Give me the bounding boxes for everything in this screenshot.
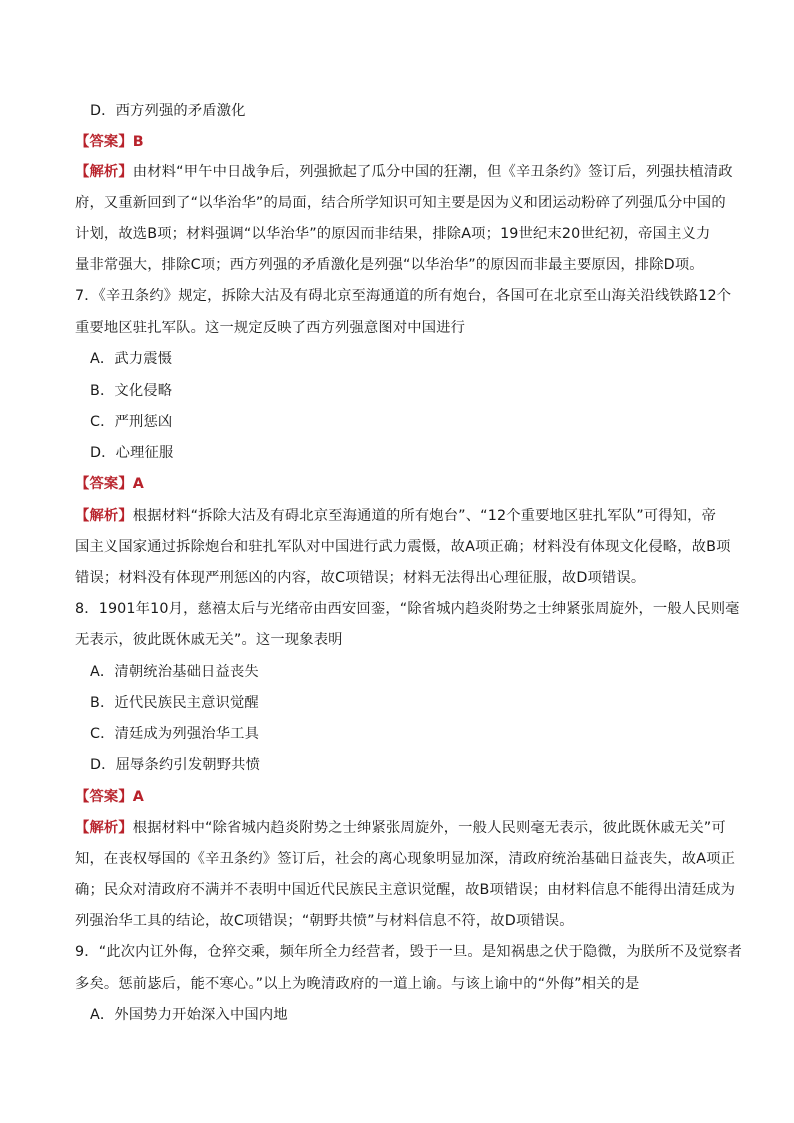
q8-analysis-line (75, 818, 725, 838)
q6-analysis-line: 府，又重新回到了“以华治华”的局面，结合所学知识可知主要是因为义和团运动粉碎了列强瓜分中国的 (75, 195, 726, 211)
q9-stem-line: 9．“此次内讧外侮，仓猝交乘，频年所全力经营者，毁于一旦。是知祸患之伏于隐微，为朕所不及觉察者 (75, 944, 742, 960)
q8-stem-line: 8．1901年10月，慈禧太后与光绪帝由西安回銮，“除省城内趋炎附势之士绅紧张周旋外，一般人民则毫 (75, 601, 740, 617)
q8-stem-line: 无表示，彼此既休戚无关”。这一现象表明 (75, 632, 343, 648)
analysis-tag: 【解析】 (75, 820, 133, 836)
q7-option-d: D．心理征服 (90, 445, 174, 461)
q6-option-d: D．西方列强的矛盾激化 (90, 103, 246, 119)
q7-analysis-line (75, 506, 725, 526)
q7-option-c: C．严刑惩凶 (90, 414, 173, 430)
q7-answer (75, 474, 725, 494)
analysis-tag: 【解析】 (75, 508, 133, 524)
q6-answer (75, 132, 725, 152)
q6-analysis-line: 量非常强大，排除C项；西方列强的矛盾激化是列强“以华治华”的原因而非最主要原因，排除D项。 (75, 257, 704, 273)
q7-stem-line: 重要地区驻扎军队。这一规定反映了西方列强意图对中国进行 (75, 320, 466, 336)
q6-analysis-line (75, 162, 733, 182)
answer-tag: 【答案】 (75, 134, 133, 150)
q6-analysis-line: 计划，故选B项；材料强调“以华治华”的原因而非结果，排除A项；19世纪末20世纪初，帝国主义力 (75, 226, 711, 242)
q8-analysis-line: 知，在丧权辱国的《辛丑条约》签订后，社会的离心现象明显加深，清政府统治基础日益丧失，故A项正 (75, 851, 736, 867)
q8-option-c: C．清廷成为列强治华工具 (90, 726, 260, 742)
q8-analysis-line: 确；民众对清政府不满并不表明中国近代民族民主意识觉醒，故B项错误；由材料信息不能得出清廷成为 (75, 882, 736, 898)
q7-stem-line: 7．《辛丑条约》规定，拆除大沽及有碍北京至海通道的所有炮台，各国可在北京至山海关沿线铁路12个 (75, 288, 732, 304)
analysis-text: 根据材料“拆除大沽及有碍北京至海通道的所有炮台”、“12个重要地区驻扎军队”可得知，帝 (132, 508, 717, 524)
q8-option-a: A．清朝统治基础日益丧失 (90, 664, 259, 680)
q9-option-a: A．外国势力开始深入中国内地 (90, 1007, 288, 1023)
q8-option-b: B．近代民族民主意识觉醒 (90, 695, 259, 711)
q7-analysis-line: 错误；材料没有体现严刑惩凶的内容，故C项错误；材料无法得出心理征服，故D项错误。 (75, 570, 646, 586)
q8-analysis-line: 列强治华工具的结论，故C项错误；“朝野共愤”与材料信息不符，故D项错误。 (75, 913, 574, 929)
q8-answer (75, 787, 725, 807)
answer-value: A (132, 789, 145, 805)
answer-tag: 【答案】 (75, 476, 133, 492)
q8-option-d: D．屈辱条约引发朝野共愤 (90, 757, 261, 773)
q7-analysis-line: 国主义国家通过拆除炮台和驻扎军队对中国进行武力震慑，故A项正确；材料没有体现文化侵略，故B项 (75, 539, 731, 555)
analysis-text: 根据材料中“除省城内趋炎附势之士绅紧张周旋外，一般人民则毫无表示，彼此既休戚无关”可 (132, 820, 726, 836)
q7-option-a: A．武力震慑 (90, 351, 173, 367)
q7-option-b: B．文化侵略 (90, 383, 173, 399)
answer-tag: 【答案】 (75, 789, 133, 805)
analysis-text: 由材料“甲午中日战争后，列强掀起了瓜分中国的狂潮，但《辛丑条约》签订后，列强扶植清政 (132, 164, 733, 180)
q9-stem-line: 多矣。惩前毖后，能不寒心。”以上为晚清政府的一道上谕。与该上谕中的“外侮”相关的是 (75, 976, 640, 992)
answer-value: A (132, 476, 145, 492)
answer-value: B (132, 134, 144, 150)
analysis-tag: 【解析】 (75, 164, 133, 180)
